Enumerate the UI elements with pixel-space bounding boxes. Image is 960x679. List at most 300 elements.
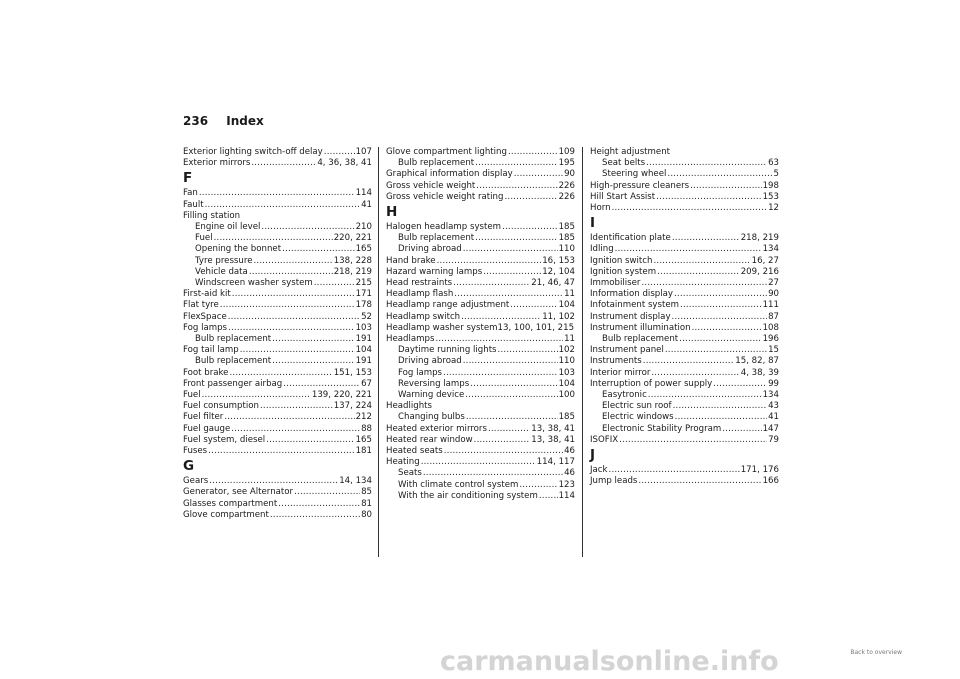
entry-page-numbers[interactable]: 153 — [762, 191, 779, 202]
entry-title: Halogen headlamp system — [386, 222, 502, 233]
index-entry[interactable] — [183, 424, 372, 435]
dot-leader — [205, 200, 360, 211]
dot-leader — [508, 147, 558, 158]
dot-leader — [240, 345, 355, 356]
entry-title: ISOFIX — [590, 434, 619, 445]
entry-title: Gross vehicle weight — [386, 180, 476, 191]
entry-page-numbers[interactable]: 13, 100, 101, 215 — [497, 322, 575, 333]
index-entry[interactable] — [183, 510, 372, 521]
dot-leader — [209, 476, 338, 487]
entry-page-numbers[interactable]: 171 — [355, 289, 372, 300]
entry-page-numbers[interactable]: 90 — [768, 289, 779, 300]
index-subentry[interactable] — [386, 480, 575, 491]
entry-page-numbers[interactable]: 226 — [558, 180, 575, 191]
entry-page-numbers[interactable]: 110 — [558, 356, 575, 367]
watermark: carmanualsonline.info — [440, 646, 779, 677]
entry-title: Graphical information display — [386, 169, 513, 180]
dot-leader — [423, 468, 563, 479]
entry-title: Windscreen washer system — [195, 278, 313, 289]
entry-page-numbers[interactable]: 185 — [558, 233, 575, 244]
entry-page-numbers[interactable]: 123 — [558, 479, 575, 490]
index-subentry[interactable] — [590, 390, 779, 401]
entry-title: Ignition system — [590, 266, 657, 277]
index-subentry[interactable] — [183, 256, 372, 267]
entry-page-numbers[interactable]: 209, 216 — [740, 266, 779, 277]
entry-title: Seats — [398, 468, 422, 479]
entry-page-numbers[interactable]: 114 — [558, 490, 575, 501]
index-entry[interactable] — [386, 323, 575, 334]
entry-title: Changing bulbs — [398, 412, 465, 423]
entry-title: First-aid kit — [183, 289, 231, 300]
entry-title: Jack — [590, 465, 608, 476]
index-column-2 — [386, 147, 575, 502]
index-entry[interactable] — [183, 345, 372, 356]
entry-title: Electric windows — [602, 412, 674, 423]
index-entry[interactable] — [386, 289, 575, 300]
entry-page-numbers[interactable]: 99 — [768, 378, 779, 389]
index-entry[interactable] — [590, 233, 779, 244]
dot-leader — [249, 267, 333, 278]
entry-page-numbers[interactable]: 80 — [361, 509, 372, 520]
entry-page-numbers[interactable]: 151, 153 — [333, 367, 372, 378]
entry-title: Fault — [183, 199, 204, 210]
entry-title: Fog lamps — [398, 367, 443, 378]
entry-title: Engine oil level — [195, 222, 261, 233]
index-subentry[interactable] — [183, 334, 372, 345]
entry-page-numbers[interactable]: 102 — [558, 345, 575, 356]
entry-page-numbers[interactable]: 11 — [564, 334, 575, 345]
dot-leader — [679, 334, 761, 345]
index-entry — [590, 147, 779, 158]
entry-page-numbers[interactable]: 81 — [361, 498, 372, 509]
index-entry[interactable] — [183, 476, 372, 487]
entry-page-numbers[interactable]: 12 — [768, 203, 779, 214]
index-subentry[interactable] — [386, 158, 575, 169]
entry-page-numbers[interactable]: 114, 117 — [536, 457, 575, 468]
entry-page-numbers[interactable]: 166 — [762, 476, 779, 487]
entry-page-numbers[interactable]: 210 — [355, 222, 372, 233]
index-entry[interactable] — [183, 188, 372, 199]
index-entry[interactable] — [590, 345, 779, 356]
dot-leader — [272, 334, 354, 345]
dot-leader — [443, 368, 558, 379]
entry-page-numbers[interactable]: 134 — [762, 244, 779, 255]
dot-leader — [651, 368, 739, 379]
entry-title: Steering wheel — [602, 169, 667, 180]
index-entry[interactable] — [590, 476, 779, 487]
index-subentry[interactable] — [386, 379, 575, 390]
dot-leader — [251, 158, 316, 169]
index-entry[interactable] — [183, 390, 372, 401]
entry-page-numbers[interactable]: 67 — [361, 378, 372, 389]
index-entry[interactable] — [590, 267, 779, 278]
entry-page-numbers[interactable]: 103 — [355, 322, 372, 333]
dot-leader — [653, 256, 750, 267]
entry-title: Identification plate — [590, 233, 671, 244]
entry-page-numbers[interactable]: 220, 221 — [333, 233, 372, 244]
dot-leader — [435, 334, 563, 345]
entry-page-numbers[interactable]: 4, 38, 39 — [740, 367, 779, 378]
entry-title: FlexSpace — [183, 311, 227, 322]
entry-page-numbers[interactable]: 103 — [558, 367, 575, 378]
index-subentry[interactable] — [183, 267, 372, 278]
index-subentry[interactable] — [590, 424, 779, 435]
index-subentry[interactable] — [183, 244, 372, 255]
dot-leader — [266, 435, 354, 446]
entry-page-numbers[interactable]: 191 — [355, 334, 372, 345]
index-entry[interactable] — [183, 368, 372, 379]
entry-title: Hill Start Assist — [590, 191, 656, 202]
index-entry[interactable] — [183, 312, 372, 323]
index-subentry[interactable] — [386, 368, 575, 379]
index-subentry[interactable] — [386, 233, 575, 244]
dot-leader — [675, 412, 767, 423]
entry-title: Flat tyre — [183, 300, 219, 311]
dot-leader — [476, 181, 557, 192]
entry-title: Driving abroad — [398, 356, 462, 367]
dot-leader — [453, 278, 530, 289]
entry-page-numbers[interactable]: 41 — [768, 412, 779, 423]
entry-title: Exterior lighting switch-off delay — [183, 147, 323, 157]
index-entry[interactable] — [590, 203, 779, 214]
entry-title: Instrument display — [590, 311, 671, 322]
dot-leader — [502, 222, 558, 233]
entry-page-numbers[interactable]: 191 — [355, 356, 372, 367]
index-entry[interactable] — [590, 465, 779, 476]
entry-page-numbers[interactable]: 85 — [361, 487, 372, 498]
entry-page-numbers[interactable]: 16, 27 — [751, 255, 779, 266]
dot-leader — [454, 289, 563, 300]
index-entry — [386, 401, 575, 412]
dot-leader — [270, 510, 360, 521]
entry-title: Seat belts — [602, 158, 646, 169]
index-letter-heading: F — [183, 170, 193, 187]
dot-leader — [643, 356, 735, 367]
entry-title: With climate control system — [398, 479, 519, 490]
dot-leader — [466, 412, 558, 423]
dot-leader — [232, 289, 355, 300]
entry-page-numbers[interactable]: 100 — [558, 390, 575, 401]
entry-page-numbers[interactable]: 111 — [762, 300, 779, 311]
entry-page-numbers[interactable]: 11 — [564, 289, 575, 300]
dot-leader — [461, 312, 541, 323]
index-column-3 — [590, 147, 779, 487]
entry-title: Hazard warning lamps — [386, 266, 483, 277]
entry-page-numbers[interactable]: 88 — [361, 423, 372, 434]
index-entry[interactable] — [590, 368, 779, 379]
dot-leader — [510, 300, 557, 311]
entry-title: Glove compartment lighting — [386, 147, 507, 157]
dot-leader — [488, 424, 530, 435]
index-subentry[interactable] — [590, 412, 779, 423]
index-subentry[interactable] — [590, 158, 779, 169]
index-entry[interactable] — [590, 192, 779, 203]
entry-page-numbers[interactable]: 16, 153 — [542, 255, 575, 266]
index-entry[interactable] — [590, 300, 779, 311]
entry-page-numbers[interactable]: 27 — [768, 278, 779, 289]
index-entry[interactable] — [183, 323, 372, 334]
index-letter-heading: J — [590, 447, 596, 464]
entry-title: Driving abroad — [398, 244, 462, 255]
index-subentry[interactable] — [183, 356, 372, 367]
index-subentry[interactable] — [183, 222, 372, 233]
dot-leader — [648, 390, 762, 401]
index-entry[interactable] — [386, 222, 575, 233]
entry-page-numbers[interactable]: 165 — [355, 244, 372, 255]
entry-page-numbers[interactable]: 134 — [762, 390, 779, 401]
entry-page-numbers[interactable]: 110 — [558, 244, 575, 255]
index-entry[interactable] — [590, 256, 779, 267]
entry-title: Heated rear window — [386, 434, 473, 445]
entry-title: Height adjustment — [590, 147, 671, 157]
dot-leader — [514, 169, 563, 180]
index-letter-heading: H — [386, 204, 398, 221]
entry-page-numbers[interactable]: 104 — [558, 300, 575, 311]
entry-title: Headlamps — [386, 334, 435, 345]
entry-page-numbers[interactable]: 104 — [558, 378, 575, 389]
entry-title: Bulb replacement — [602, 334, 679, 345]
entry-title: Headlamp range adjustment — [386, 300, 510, 311]
index-entry[interactable] — [183, 435, 372, 446]
dot-leader — [202, 390, 311, 401]
index-entry[interactable] — [386, 192, 575, 203]
index-entry[interactable] — [386, 446, 575, 457]
index-entry[interactable] — [386, 300, 575, 311]
index-subentry[interactable] — [590, 334, 779, 345]
entry-title: Gross vehicle weight rating — [386, 191, 504, 202]
index-entry[interactable] — [386, 267, 575, 278]
entry-title: Heated exterior mirrors — [386, 423, 487, 434]
dot-leader — [713, 379, 767, 390]
entry-page-numbers[interactable]: 14, 134 — [339, 476, 372, 487]
entry-title: High-pressure cleaners — [590, 180, 690, 191]
entry-page-numbers[interactable]: 11, 102 — [542, 311, 575, 322]
index-entry[interactable] — [386, 312, 575, 323]
entry-page-numbers[interactable]: 12, 104 — [542, 266, 575, 277]
dot-leader — [283, 379, 360, 390]
index-subentry[interactable] — [183, 278, 372, 289]
dot-leader — [261, 222, 354, 233]
entry-page-numbers[interactable]: 178 — [355, 300, 372, 311]
dot-leader — [504, 192, 557, 203]
index-entry[interactable] — [183, 158, 372, 169]
index-subentry[interactable] — [386, 412, 575, 423]
index-entry[interactable] — [590, 244, 779, 255]
entry-page-numbers[interactable]: 13, 38, 41 — [531, 423, 575, 434]
entry-page-numbers[interactable]: 165 — [355, 434, 372, 445]
index-subentry[interactable] — [590, 169, 779, 180]
entry-page-numbers[interactable]: 4, 36, 38, 41 — [317, 158, 372, 169]
entry-page-numbers[interactable]: 226 — [558, 191, 575, 202]
dot-leader — [470, 379, 557, 390]
index-entry[interactable] — [590, 181, 779, 192]
dot-leader — [609, 465, 740, 476]
index-entry[interactable] — [386, 278, 575, 289]
dot-leader — [612, 203, 768, 214]
entry-page-numbers[interactable]: 147 — [762, 423, 779, 434]
index-column-1 — [183, 147, 372, 521]
entry-title: Bulb replacement — [195, 334, 272, 345]
entry-title: Daytime running lights — [398, 345, 497, 356]
entry-page-numbers[interactable]: 13, 38, 41 — [531, 434, 575, 445]
dot-leader — [224, 412, 354, 423]
index-subentry[interactable] — [386, 491, 575, 502]
dot-leader — [638, 476, 761, 487]
index-entry[interactable] — [386, 147, 575, 158]
index-entry[interactable] — [590, 379, 779, 390]
entry-title: Jump leads — [590, 476, 638, 487]
index-subentry[interactable] — [386, 356, 575, 367]
entry-page-numbers[interactable]: 46 — [564, 468, 575, 479]
entry-title: Instruments — [590, 356, 642, 367]
entry-page-numbers[interactable]: 52 — [361, 311, 372, 322]
dot-leader — [231, 424, 360, 435]
index-letter-heading: G — [183, 458, 195, 475]
dot-leader — [272, 356, 354, 367]
index-entry[interactable] — [386, 181, 575, 192]
entry-title: Easytronic — [602, 390, 647, 401]
entry-page-numbers[interactable]: 15, 82, 87 — [735, 356, 779, 367]
index-subentry[interactable] — [386, 244, 575, 255]
index-entry[interactable] — [386, 424, 575, 435]
index-entry[interactable] — [183, 300, 372, 311]
index-subentry[interactable] — [183, 233, 372, 244]
index-entry[interactable] — [183, 412, 372, 423]
section-title: Index — [226, 114, 264, 128]
dot-leader — [282, 244, 355, 255]
entry-page-numbers[interactable]: 218, 219 — [740, 233, 779, 244]
entry-page-numbers[interactable]: 137, 224 — [333, 401, 372, 412]
dot-leader — [656, 192, 761, 203]
entry-title: Interior mirror — [590, 367, 651, 378]
index-entry[interactable] — [590, 356, 779, 367]
entry-page-numbers[interactable]: 107 — [355, 147, 372, 157]
entry-title: Warning device — [398, 390, 465, 401]
entry-page-numbers[interactable]: 87 — [768, 311, 779, 322]
index-entry[interactable] — [386, 435, 575, 446]
dot-leader — [463, 244, 558, 255]
entry-page-numbers[interactable]: 181 — [355, 446, 372, 457]
entry-title: Glove compartment — [183, 509, 269, 520]
entry-title: Fuses — [183, 446, 208, 457]
index-subentry[interactable] — [386, 468, 575, 479]
entry-page-numbers[interactable]: 185 — [558, 412, 575, 423]
index-entry[interactable] — [183, 499, 372, 510]
entry-title: Ignition switch — [590, 255, 653, 266]
index-entry[interactable] — [386, 256, 575, 267]
entry-page-numbers[interactable]: 212 — [355, 412, 372, 423]
entry-page-numbers[interactable]: 41 — [361, 199, 372, 210]
entry-title: Fan — [183, 188, 198, 199]
index-entry[interactable] — [386, 457, 575, 468]
dot-leader — [463, 356, 558, 367]
entry-page-numbers[interactable]: 215 — [355, 278, 372, 289]
dot-leader — [672, 312, 768, 323]
index-entry[interactable] — [183, 401, 372, 412]
entry-page-numbers[interactable]: 139, 220, 221 — [311, 390, 372, 401]
entry-page-numbers[interactable]: 171, 176 — [740, 465, 779, 476]
entry-title: Exterior mirrors — [183, 158, 251, 169]
entry-page-numbers[interactable]: 108 — [762, 322, 779, 333]
entry-title: Head restraints — [386, 278, 453, 289]
entry-title: Bulb replacement — [398, 233, 475, 244]
entry-page-numbers[interactable]: 138, 228 — [333, 255, 372, 266]
entry-title: Vehicle data — [195, 266, 248, 277]
entry-page-numbers[interactable]: 185 — [558, 222, 575, 233]
entry-page-numbers[interactable]: 195 — [558, 158, 575, 169]
dot-leader — [260, 401, 333, 412]
entry-page-numbers[interactable]: 46 — [564, 446, 575, 457]
dot-leader — [722, 424, 761, 435]
entry-page-numbers[interactable]: 21, 46, 47 — [531, 278, 575, 289]
index-entry[interactable] — [386, 334, 575, 345]
entry-page-numbers[interactable]: 218, 219 — [333, 266, 372, 277]
index-entry[interactable] — [590, 289, 779, 300]
entry-title: Filling station — [183, 210, 241, 221]
index-subentry[interactable] — [590, 401, 779, 412]
dot-leader — [692, 323, 762, 334]
index-entry[interactable] — [183, 289, 372, 300]
index-entry[interactable] — [183, 487, 372, 498]
index-entry[interactable] — [183, 379, 372, 390]
entry-title: Information display — [590, 289, 673, 300]
entry-title: Headlamp flash — [386, 289, 454, 300]
entry-page-numbers[interactable]: 114 — [355, 188, 372, 199]
entry-page-numbers[interactable]: 5 — [773, 169, 779, 180]
dot-leader — [444, 446, 563, 457]
entry-page-numbers[interactable]: 15 — [768, 345, 779, 356]
entry-title: Electronic Stability Program — [602, 423, 722, 434]
dot-leader — [228, 323, 355, 334]
entry-page-numbers[interactable]: 90 — [564, 169, 575, 180]
index-entry[interactable] — [590, 323, 779, 334]
dot-leader — [475, 233, 557, 244]
dot-leader — [483, 267, 541, 278]
index-entry[interactable] — [183, 200, 372, 211]
entry-page-numbers[interactable]: 43 — [768, 401, 779, 412]
index-entry[interactable] — [386, 169, 575, 180]
index-subentry[interactable] — [386, 390, 575, 401]
entry-title: Instrument illumination — [590, 322, 691, 333]
index-entry[interactable] — [590, 312, 779, 323]
dot-leader — [641, 278, 767, 289]
index-subentry[interactable] — [386, 345, 575, 356]
index-entry[interactable] — [590, 435, 779, 446]
entry-title: Front passenger airbag — [183, 378, 283, 389]
index-entry[interactable] — [183, 446, 372, 457]
entry-page-numbers[interactable]: 79 — [768, 434, 779, 445]
entry-page-numbers[interactable]: 104 — [355, 345, 372, 356]
entry-title: Headlamp switch — [386, 311, 461, 322]
entry-title: Infotainment system — [590, 300, 680, 311]
entry-page-numbers[interactable]: 198 — [762, 180, 779, 191]
index-letter-heading: I — [590, 215, 596, 232]
page-header — [183, 114, 264, 128]
entry-page-numbers[interactable]: 63 — [768, 158, 779, 169]
entry-page-numbers[interactable]: 196 — [762, 334, 779, 345]
entry-title: Bulb replacement — [195, 356, 272, 367]
entry-title: Immobiliser — [590, 278, 641, 289]
dot-leader — [498, 345, 558, 356]
dot-leader — [324, 147, 355, 158]
dot-leader — [465, 390, 557, 401]
entry-page-numbers[interactable]: 109 — [558, 147, 575, 157]
page-number: 236 — [183, 114, 209, 128]
index-entry[interactable] — [590, 278, 779, 289]
back-to-overview-link[interactable]: Back to overview — [850, 649, 902, 656]
index-entry[interactable] — [183, 147, 372, 158]
entry-title: Fuel consumption — [183, 401, 259, 412]
